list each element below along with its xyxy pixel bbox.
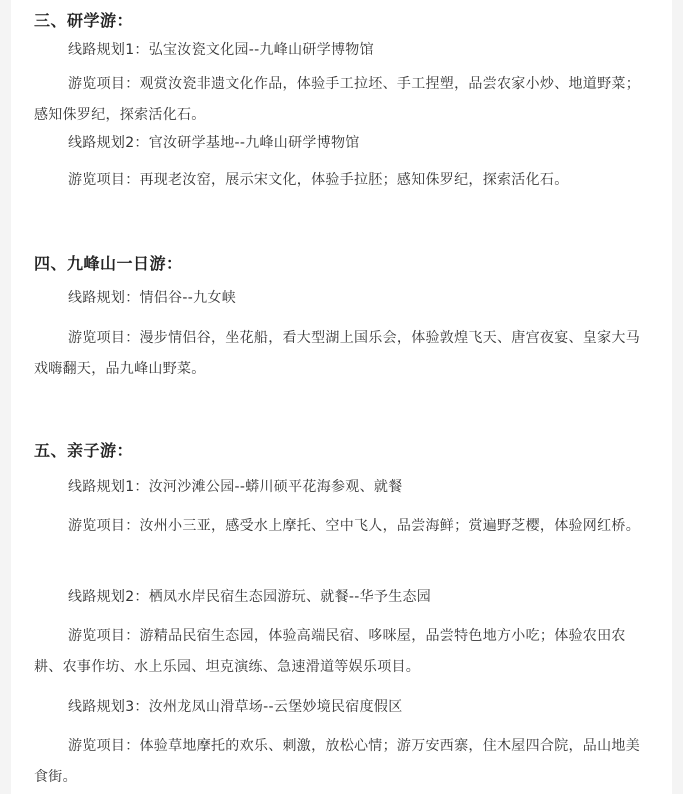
route-plan-paragraph: 线路规划3：汝州龙凤山滑草场--云堡妙境民宿度假区 <box>68 699 403 715</box>
tour-items-paragraph: 游览项目：观赏汝瓷非遗文化作品，体验手工拉坯、手工捏塑，品尝农家小炒、地道野菜；感知侏罗纪，探索活化石。 <box>34 76 640 123</box>
tour-items-paragraph: 游览项目：再现老汝窑，展示宋文化，体验手拉胚；感知侏罗纪，探索活化石。 <box>68 172 569 188</box>
tour-items-paragraph: 游览项目：汝州小三亚，感受水上摩托、空中飞人，品尝海鲜；赏遍野芝樱，体验网红桥。 <box>68 518 640 534</box>
route-plan-paragraph: 线路规划2：栖凤水岸民宿生态园游玩、就餐--华予生态园 <box>68 589 432 605</box>
section-heading-study-tour: 三、研学游： <box>34 11 134 30</box>
route-plan-paragraph: 线路规划：情侣谷--九女峡 <box>68 290 237 306</box>
article-page <box>11 0 672 794</box>
tour-items-paragraph: 游览项目：游精品民宿生态园，体验高端民宿、哆咪屋，品尝特色地方小吃；体验农田农耕、农事作坊、水上乐园、坦克演练、急速滑道等娱乐项目。 <box>34 628 626 675</box>
tour-items-paragraph: 游览项目：漫步情侣谷，坐花船，看大型湖上国乐会，体验敦煌飞天、唐宫夜宴、皇家大马戏嗨翻天，品九峰山野菜。 <box>34 330 640 377</box>
tour-items-paragraph: 游览项目：体验草地摩托的欢乐、刺激，放松心情；游万安西寨，住木屋四合院，品山地美食街。 <box>34 738 640 785</box>
route-plan-paragraph: 线路规划1：汝河沙滩公园--蟒川硕平花海参观、就餐 <box>68 479 403 495</box>
route-plan-paragraph: 线路规划2：官汝研学基地--九峰山研学博物馆 <box>68 135 360 151</box>
route-plan-paragraph: 线路规划1：弘宝汝瓷文化园--九峰山研学博物馆 <box>68 42 374 58</box>
section-heading-jiufengshan-day-tour: 四、九峰山一日游： <box>34 254 183 273</box>
section-heading-family-tour: 五、亲子游： <box>34 441 134 460</box>
